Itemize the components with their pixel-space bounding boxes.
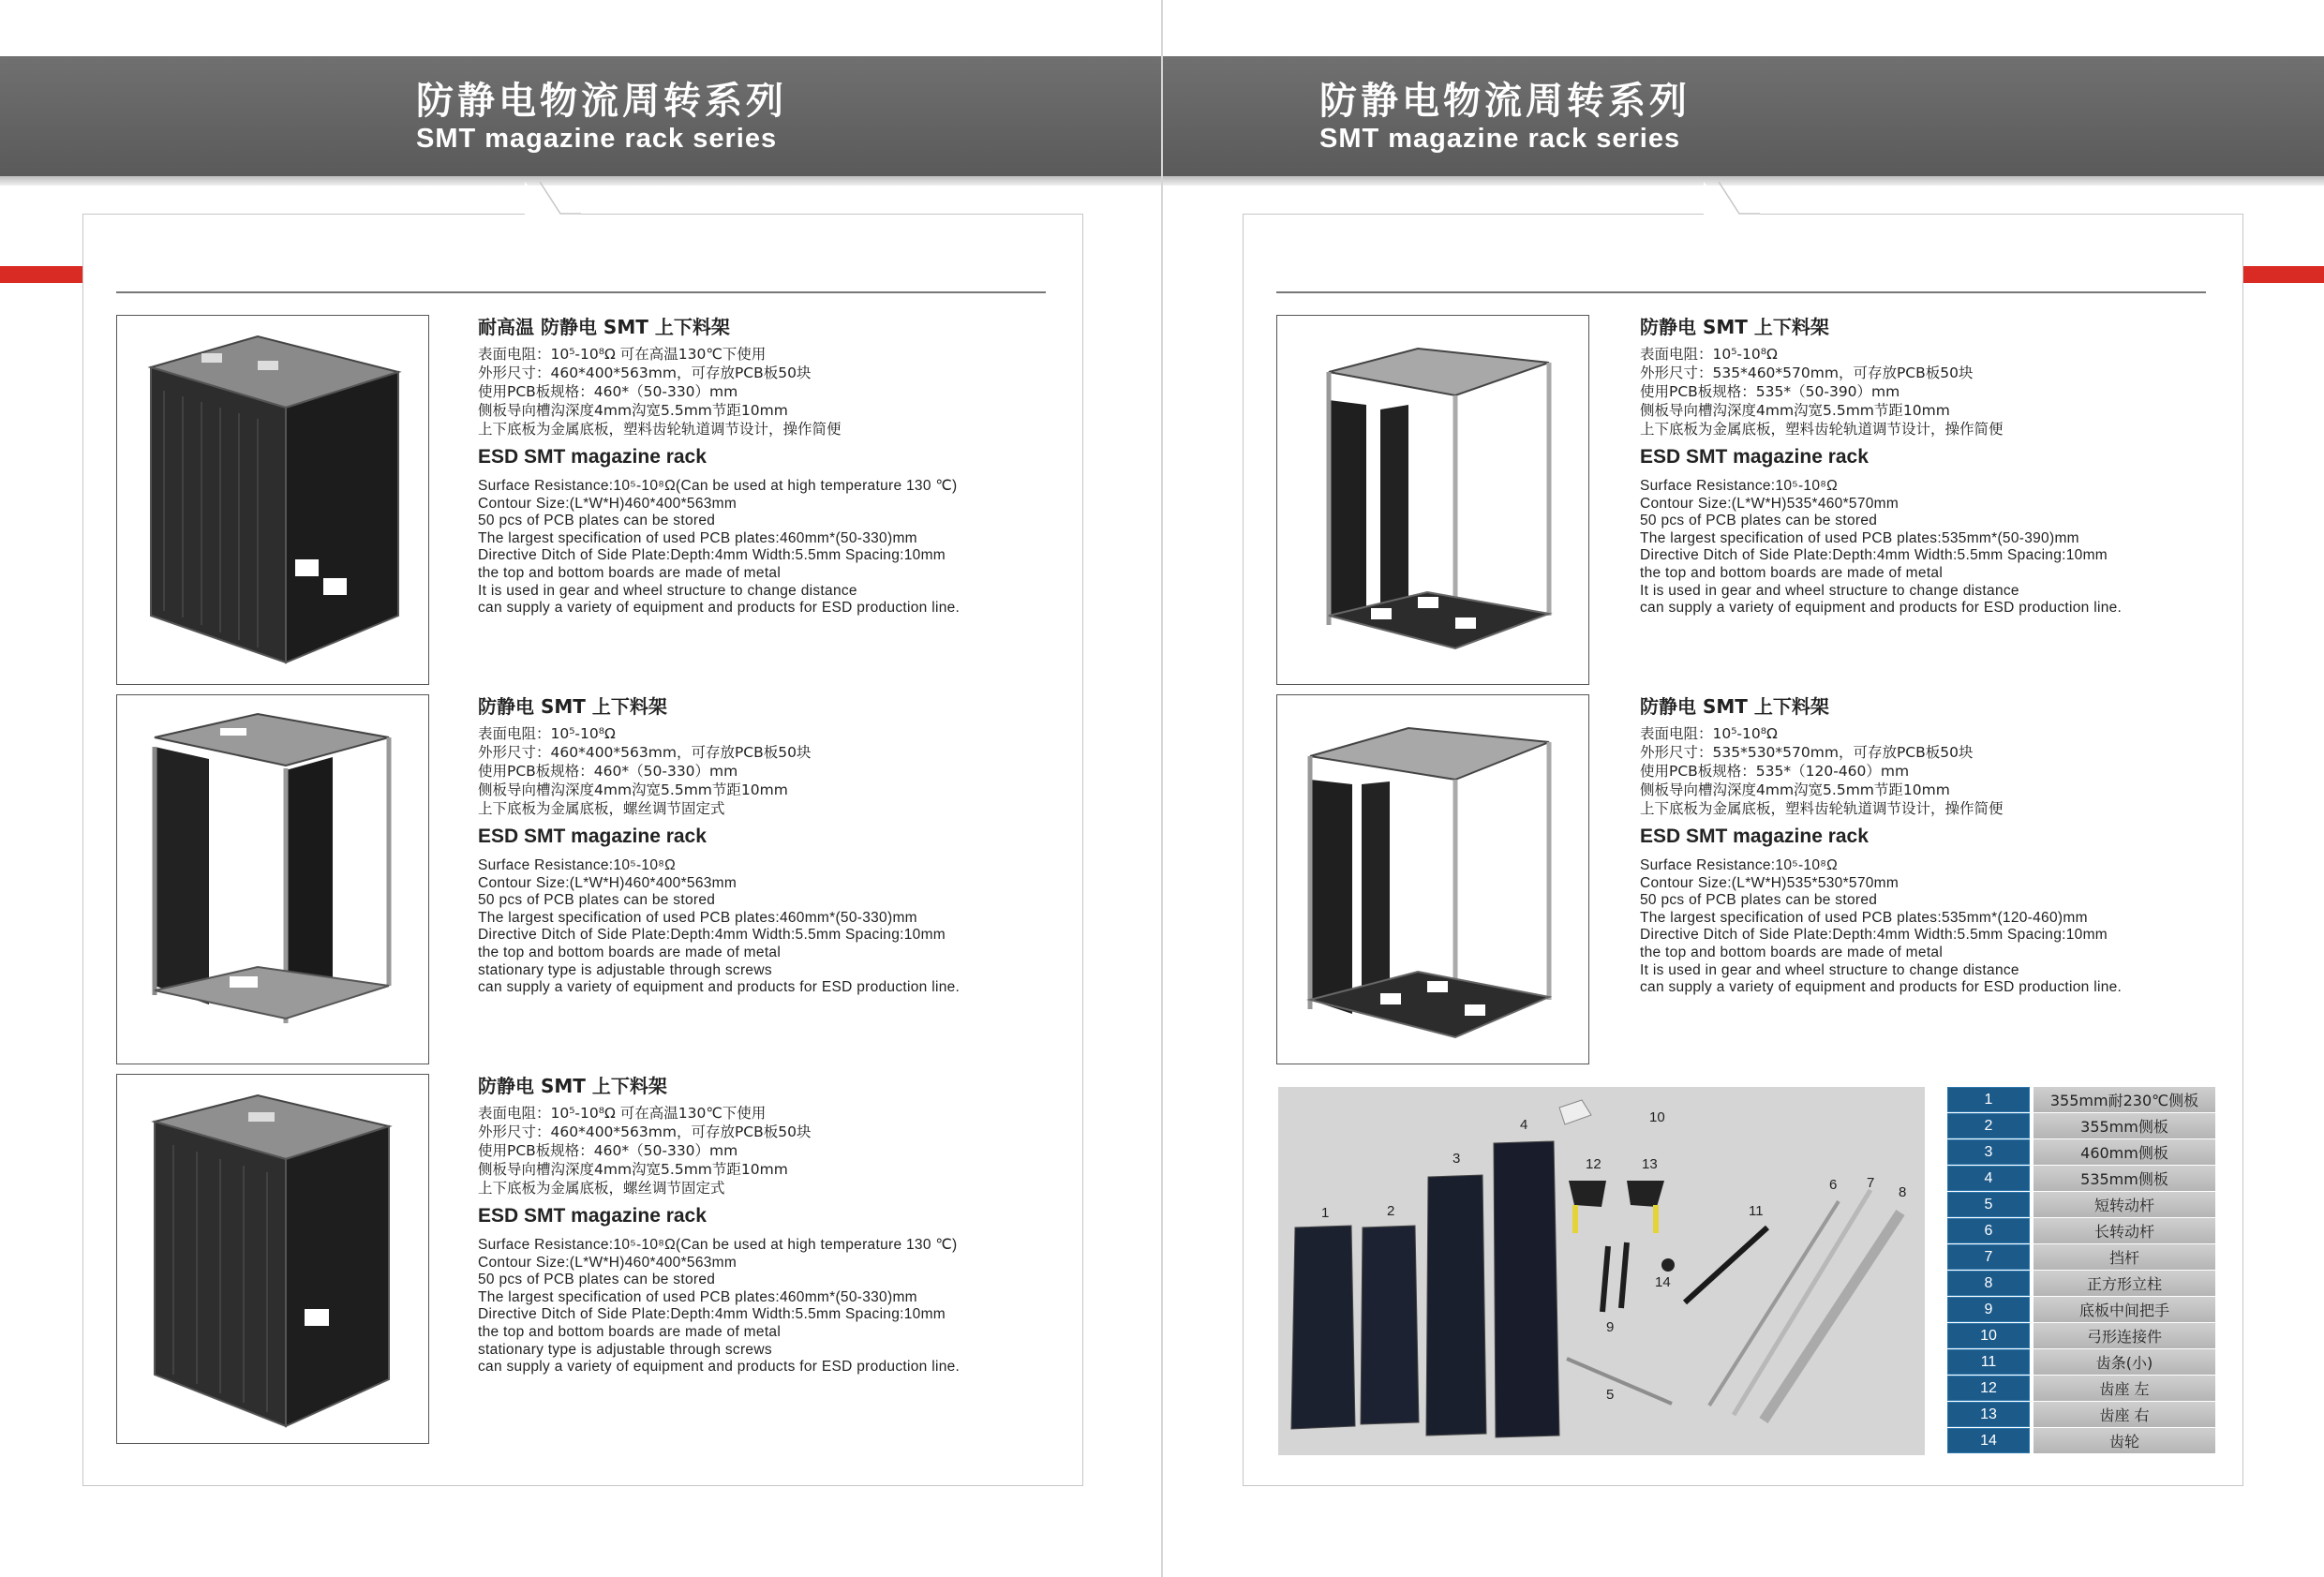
- part-number: 5: [1947, 1192, 2030, 1217]
- part-name: 355mm侧板: [2034, 1113, 2215, 1138]
- part-number: 7: [1947, 1244, 2030, 1270]
- spec-line-zh: 侧板导向槽沟深度4mm沟宽5.5mm节距10mm: [478, 402, 788, 419]
- part-name: 挡杆: [2034, 1244, 2215, 1270]
- spec-line-en: Directive Ditch of Side Plate:Depth:4mm Width:5.5mm Spacing:10mm: [478, 1306, 946, 1323]
- panel-notch-left: [525, 182, 581, 219]
- spec-line-zh: 表面电阻：10⁵-10⁸Ω 可在高温130℃下使用: [478, 346, 767, 363]
- part-number: 2: [1947, 1113, 2030, 1138]
- part-name: 弓形连接件: [2034, 1323, 2215, 1348]
- spec-line-en: Surface Resistance:10⁵-10⁸Ω: [478, 857, 676, 873]
- parts-photo-label: 4: [1520, 1117, 1528, 1133]
- spec-line-zh: 上下底板为金属底板，塑料齿轮轨道调节设计，操作简便: [1640, 421, 2004, 438]
- product-photo-4: [1276, 315, 1589, 685]
- spec-line-en: 50 pcs of PCB plates can be stored: [1640, 513, 1878, 529]
- product-photo-3: [116, 1074, 429, 1444]
- spec-line-zh: 使用PCB板规格：535*（120-460）mm: [1640, 763, 1910, 780]
- spec-line-en: Directive Ditch of Side Plate:Depth:4mm Width:5.5mm Spacing:10mm: [1640, 927, 2108, 944]
- parts-table: [1947, 1087, 2215, 1454]
- product-title-zh: 耐高温 防静电 SMT 上下料架: [478, 316, 730, 338]
- product-photo-2: [116, 694, 429, 1064]
- divider-right: [1276, 291, 2206, 293]
- parts-photo-label: 7: [1867, 1175, 1875, 1191]
- spec-line-en: can supply a variety of equipment and products for ESD production line.: [478, 600, 961, 617]
- product-photo-1: [116, 315, 429, 685]
- product-title-en: ESD SMT magazine rack: [478, 826, 707, 847]
- part-number: 11: [1947, 1349, 2030, 1375]
- parts-photo-label: 1: [1321, 1205, 1330, 1221]
- part-number: 3: [1947, 1139, 2030, 1165]
- spec-line-en: It is used in gear and wheel structure to change distance: [1640, 582, 2019, 599]
- product-title-en: ESD SMT magazine rack: [478, 446, 707, 468]
- panel-notch-right: [1704, 182, 1760, 219]
- parts-photo-label: 13: [1642, 1156, 1658, 1172]
- spec-line-en: can supply a variety of equipment and products for ESD production line.: [1640, 979, 2123, 996]
- part-name: 460mm侧板: [2034, 1139, 2215, 1165]
- part-number: 6: [1947, 1218, 2030, 1243]
- product-desc-5: [1640, 692, 2202, 997]
- spec-line-en: It is used in gear and wheel structure to change distance: [1640, 961, 2019, 978]
- spec-line-zh: 侧板导向槽沟深度4mm沟宽5.5mm节距10mm: [478, 781, 788, 798]
- spec-line-en: 50 pcs of PCB plates can be stored: [478, 1272, 716, 1288]
- parts-row: [1947, 1297, 2215, 1322]
- product-title-en: ESD SMT magazine rack: [1640, 446, 1869, 468]
- parts-photo: [1278, 1087, 1925, 1455]
- parts-row: [1947, 1087, 2215, 1112]
- spec-line-en: Surface Resistance:10⁵-10⁸Ω(Can be used at high temperature 130 ℃): [478, 478, 958, 494]
- spec-line-en: Directive Ditch of Side Plate:Depth:4mm Width:5.5mm Spacing:10mm: [478, 547, 946, 564]
- spec-line-zh: 表面电阻：10⁵-10⁸Ω: [1640, 725, 1778, 742]
- product-title-en: ESD SMT magazine rack: [478, 1205, 707, 1227]
- parts-photo-label: 3: [1452, 1151, 1461, 1167]
- product-title-zh: 防静电 SMT 上下料架: [478, 695, 667, 718]
- header-title-zh-left: 防静电物流周转系列: [416, 80, 787, 123]
- spec-line-zh: 上下底板为金属底板，螺丝调节固定式: [478, 800, 725, 817]
- spec-line-en: Surface Resistance:10⁵-10⁸Ω(Can be used at high temperature 130 ℃): [478, 1237, 958, 1253]
- parts-photo-label: 12: [1586, 1156, 1601, 1172]
- spec-line-en: the top and bottom boards are made of metal: [1640, 564, 1944, 581]
- spec-line-en: Contour Size:(L*W*H)535*460*570mm: [1640, 495, 1899, 512]
- spec-line-en: Surface Resistance:10⁵-10⁸Ω: [1640, 478, 1838, 494]
- header-title-en-left: SMT magazine rack series: [416, 124, 778, 154]
- spec-line-zh: 上下底板为金属底板，塑料齿轮轨道调节设计，操作简便: [478, 421, 842, 438]
- header-title-zh-right: 防静电物流周转系列: [1319, 80, 1691, 123]
- spec-line-zh: 上下底板为金属底板，螺丝调节固定式: [478, 1180, 725, 1197]
- part-number: 13: [1947, 1402, 2030, 1427]
- spec-line-zh: 侧板导向槽沟深度4mm沟宽5.5mm节距10mm: [478, 1161, 788, 1178]
- spec-line-en: can supply a variety of equipment and products for ESD production line.: [478, 1359, 961, 1376]
- part-name: 正方形立柱: [2034, 1271, 2215, 1296]
- spec-line-en: The largest specification of used PCB plates:460mm*(50-330)mm: [478, 1288, 917, 1305]
- part-number: 1: [1947, 1087, 2030, 1112]
- parts-row: [1947, 1323, 2215, 1348]
- product-desc-2: [478, 692, 1040, 997]
- spec-line-zh: 使用PCB板规格：535*（50-390）mm: [1640, 383, 1900, 400]
- product-desc-1: [478, 312, 1040, 617]
- spec-line-en: The largest specification of used PCB plates:535mm*(50-390)mm: [1640, 529, 2079, 546]
- parts-row: [1947, 1218, 2215, 1243]
- spec-line-zh: 表面电阻：10⁵-10⁸Ω: [478, 725, 616, 742]
- part-number: 4: [1947, 1166, 2030, 1191]
- parts-row: [1947, 1139, 2215, 1165]
- spec-line-en: Contour Size:(L*W*H)460*400*563mm: [478, 495, 737, 512]
- parts-row: [1947, 1428, 2215, 1453]
- spec-line-zh: 表面电阻：10⁵-10⁸Ω 可在高温130℃下使用: [478, 1105, 767, 1122]
- part-name: 齿条(小): [2034, 1349, 2215, 1375]
- part-name: 535mm侧板: [2034, 1166, 2215, 1191]
- header-title-en-right: SMT magazine rack series: [1319, 124, 1681, 154]
- spec-line-zh: 上下底板为金属底板，塑料齿轮轨道调节设计，操作简便: [1640, 800, 2004, 817]
- spec-line-en: Directive Ditch of Side Plate:Depth:4mm Width:5.5mm Spacing:10mm: [478, 927, 946, 944]
- part-number: 9: [1947, 1297, 2030, 1322]
- spec-line-en: the top and bottom boards are made of metal: [478, 564, 782, 581]
- spec-line-zh: 使用PCB板规格：460*（50-330）mm: [478, 763, 738, 780]
- spec-line-en: the top and bottom boards are made of metal: [1640, 944, 1944, 960]
- spec-line-en: can supply a variety of equipment and products for ESD production line.: [1640, 600, 2123, 617]
- spec-line-zh: 外形尺寸：460*400*563mm，可存放PCB板50块: [478, 1123, 812, 1140]
- spec-line-en: The largest specification of used PCB plates:460mm*(50-330)mm: [478, 909, 917, 926]
- parts-photo-label: 10: [1649, 1109, 1665, 1125]
- part-name: 355mm耐230℃侧板: [2034, 1087, 2215, 1112]
- spec-line-en: Contour Size:(L*W*H)535*530*570mm: [1640, 874, 1899, 891]
- parts-row: [1947, 1271, 2215, 1296]
- parts-row: [1947, 1402, 2215, 1427]
- part-name: 齿轮: [2034, 1428, 2215, 1453]
- spec-line-zh: 外形尺寸：535*460*570mm，可存放PCB板50块: [1640, 364, 1974, 381]
- spec-line-zh: 外形尺寸：460*400*563mm，可存放PCB板50块: [478, 364, 812, 381]
- product-title-zh: 防静电 SMT 上下料架: [478, 1075, 667, 1097]
- spec-line-en: stationary type is adjustable through screws: [478, 1341, 772, 1358]
- parts-row: [1947, 1192, 2215, 1217]
- spec-line-en: 50 pcs of PCB plates can be stored: [478, 513, 716, 529]
- part-name: 齿座 左: [2034, 1376, 2215, 1401]
- parts-photo-label: 9: [1606, 1319, 1615, 1335]
- parts-photo-label: 14: [1655, 1274, 1671, 1290]
- parts-photo-label: 5: [1606, 1387, 1615, 1403]
- spec-line-en: Contour Size:(L*W*H)460*400*563mm: [478, 874, 737, 891]
- parts-row: [1947, 1376, 2215, 1401]
- spec-line-en: 50 pcs of PCB plates can be stored: [1640, 892, 1878, 909]
- parts-row: [1947, 1349, 2215, 1375]
- parts-row: [1947, 1244, 2215, 1270]
- product-title-zh: 防静电 SMT 上下料架: [1640, 316, 1829, 338]
- product-desc-3: [478, 1071, 1040, 1376]
- spec-line-en: stationary type is adjustable through screws: [478, 961, 772, 978]
- header-banner-left: [0, 56, 1162, 176]
- parts-row: [1947, 1113, 2215, 1138]
- product-title-en: ESD SMT magazine rack: [1640, 826, 1869, 847]
- spec-line-zh: 使用PCB板规格：460*（50-330）mm: [478, 383, 738, 400]
- spec-line-en: Surface Resistance:10⁵-10⁸Ω: [1640, 857, 1838, 873]
- part-name: 短转动杆: [2034, 1192, 2215, 1217]
- part-number: 10: [1947, 1323, 2030, 1348]
- spec-line-zh: 使用PCB板规格：460*（50-330）mm: [478, 1142, 738, 1159]
- spec-line-en: Contour Size:(L*W*H)460*400*563mm: [478, 1254, 737, 1271]
- divider-left: [116, 291, 1046, 293]
- part-number: 12: [1947, 1376, 2030, 1401]
- product-title-zh: 防静电 SMT 上下料架: [1640, 695, 1829, 718]
- spec-line-en: can supply a variety of equipment and products for ESD production line.: [478, 979, 961, 996]
- red-tab-left: [0, 266, 82, 283]
- spec-line-zh: 外形尺寸：535*530*570mm，可存放PCB板50块: [1640, 744, 1974, 761]
- page-fold: [1161, 0, 1163, 1577]
- spec-line-en: the top and bottom boards are made of metal: [478, 1323, 782, 1340]
- product-desc-4: [1640, 312, 2202, 617]
- header-banner-right: [1162, 56, 2324, 176]
- product-photo-5: [1276, 694, 1589, 1064]
- part-number: 14: [1947, 1428, 2030, 1453]
- spec-line-zh: 侧板导向槽沟深度4mm沟宽5.5mm节距10mm: [1640, 402, 1950, 419]
- spec-line-zh: 外形尺寸：460*400*563mm，可存放PCB板50块: [478, 744, 812, 761]
- spec-line-en: 50 pcs of PCB plates can be stored: [478, 892, 716, 909]
- parts-photo-label: 2: [1387, 1203, 1395, 1219]
- red-tab-right: [2242, 266, 2324, 283]
- spec-line-en: The largest specification of used PCB plates:535mm*(120-460)mm: [1640, 909, 2088, 926]
- spec-line-en: the top and bottom boards are made of metal: [478, 944, 782, 960]
- parts-row: [1947, 1166, 2215, 1191]
- parts-photo-label: 6: [1829, 1177, 1838, 1193]
- spec-line-en: The largest specification of used PCB plates:460mm*(50-330)mm: [478, 529, 917, 546]
- spec-line-zh: 表面电阻：10⁵-10⁸Ω: [1640, 346, 1778, 363]
- part-name: 长转动杆: [2034, 1218, 2215, 1243]
- spec-line-en: Directive Ditch of Side Plate:Depth:4mm Width:5.5mm Spacing:10mm: [1640, 547, 2108, 564]
- parts-photo-label: 8: [1899, 1184, 1907, 1200]
- parts-photo-label: 11: [1749, 1203, 1764, 1219]
- part-name: 齿座 右: [2034, 1402, 2215, 1427]
- part-number: 8: [1947, 1271, 2030, 1296]
- part-name: 底板中间把手: [2034, 1297, 2215, 1322]
- spec-line-en: It is used in gear and wheel structure to change distance: [478, 582, 857, 599]
- spec-line-zh: 侧板导向槽沟深度4mm沟宽5.5mm节距10mm: [1640, 781, 1950, 798]
